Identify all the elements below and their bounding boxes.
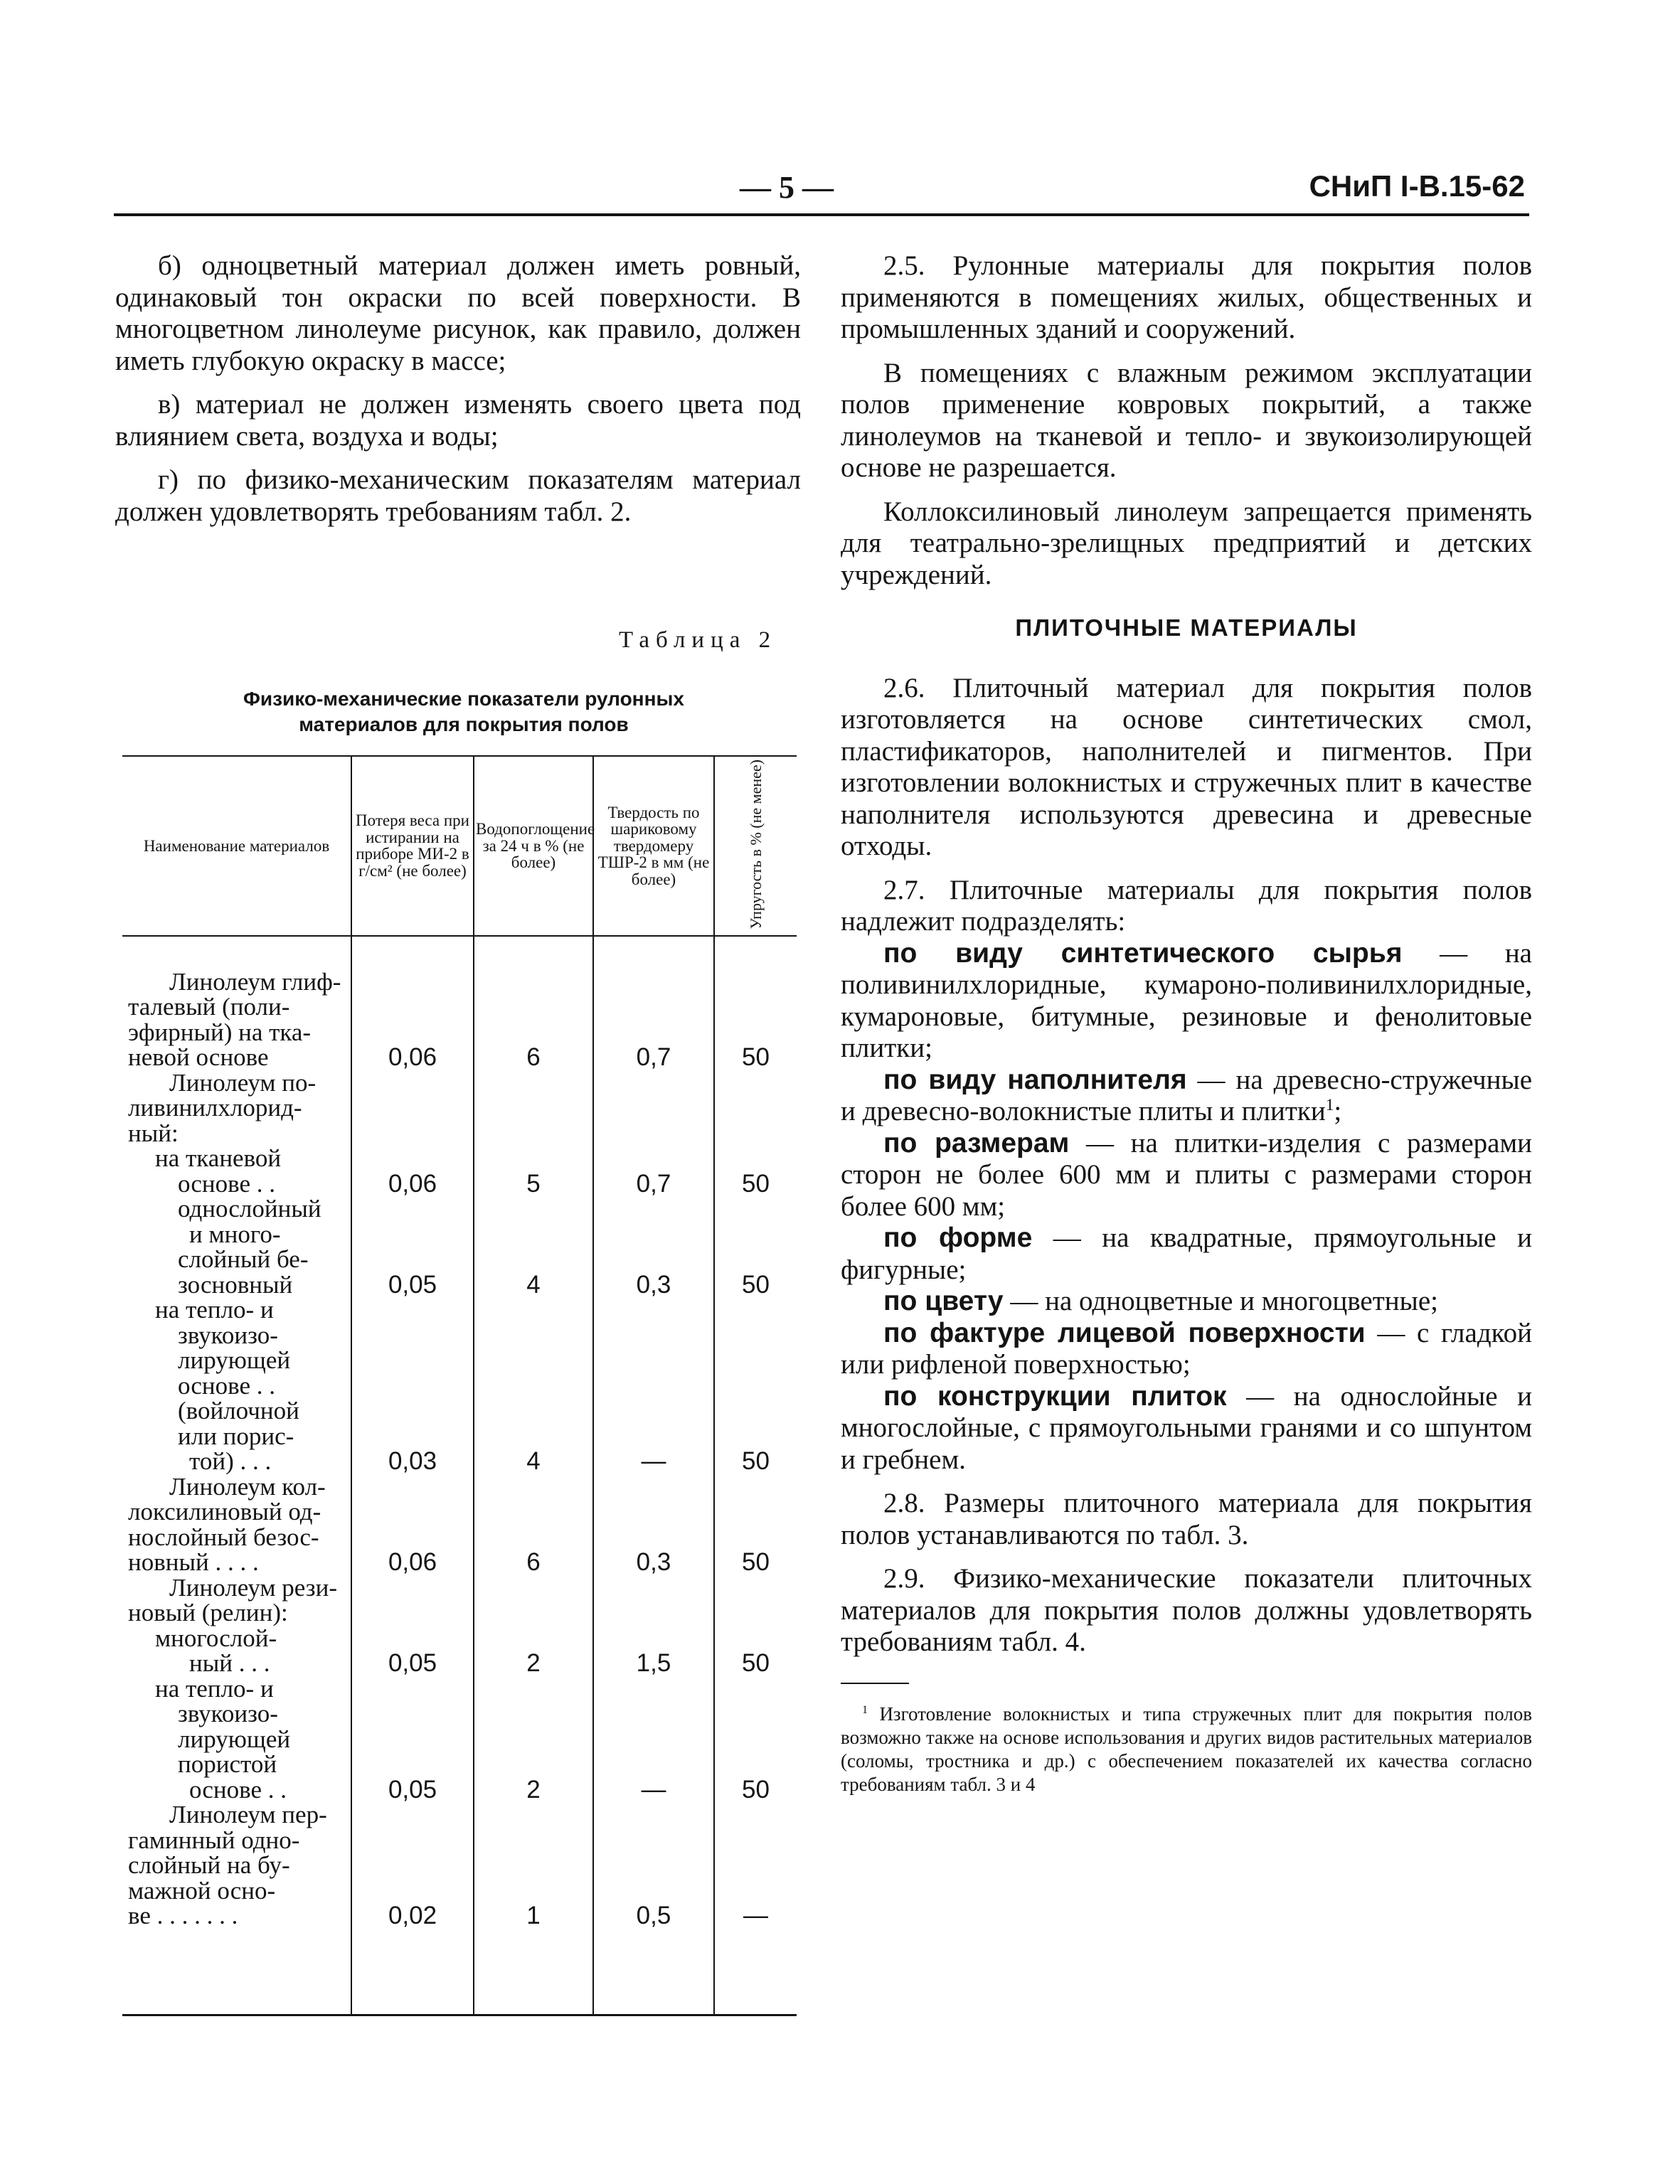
- table-cell-water: 5: [526, 1169, 541, 1198]
- classification-shape: по форме — на квадратные, прямоугольные и фигурные;: [841, 1222, 1532, 1285]
- table-cell-hardness: 0,7: [636, 1169, 671, 1198]
- material-name-line: локсилиновый од-: [128, 1498, 321, 1526]
- material-name-line: звукоизо-: [178, 1700, 278, 1728]
- material-name-line: основе . .: [178, 1169, 275, 1198]
- table-cell-water: 2: [526, 1775, 541, 1804]
- table-cell-hardness: 0,5: [636, 1902, 671, 1930]
- material-name-line: талевый (поли-: [128, 993, 290, 1021]
- header-elasticity: Упругость в % (не менее): [714, 756, 797, 936]
- material-name-line: слойный на бу-: [128, 1851, 290, 1880]
- classification-filler: по виду наполнителя — на древесно-стружечные и древесно-волокнистые плиты и плитки$^1$;: [841, 1064, 1532, 1126]
- table-cell-hardness: 0,3: [636, 1548, 671, 1577]
- paragraph-2-8: 2.8. Размеры плиточного материала для покрытия полов устанавливаются по табл. 3.: [841, 1488, 1532, 1550]
- material-name-line: ный:: [128, 1119, 179, 1147]
- hardness-column: [593, 936, 714, 2015]
- paragraph-v: в) материал не должен изменять своего цвета под влиянием света, воздуха и воды;: [115, 389, 801, 452]
- material-name-line: Линолеум рези-: [169, 1573, 337, 1602]
- classification-texture: по фактуре лицевой поверхности — с гладкой или рифленой поверхностью;: [841, 1317, 1532, 1380]
- page-number: — 5 —: [740, 170, 834, 205]
- material-name-line: мажной осно-: [128, 1876, 276, 1905]
- paragraph-2-5-colloxylin: Коллоксилиновый линолеум запрещается применять для театрально-зрелищных предприятий и детских учреждений.: [841, 496, 1532, 590]
- properties-table: [122, 755, 797, 2016]
- material-name-line: звукоизо-: [178, 1321, 278, 1349]
- table-cell-elasticity: 50: [742, 1169, 770, 1198]
- table-cell-elasticity: 50: [742, 1447, 770, 1476]
- table-cell-elasticity: 50: [742, 1548, 770, 1577]
- classification-color: по цвету — на одноцветные и многоцветные;: [883, 1286, 1438, 1316]
- paragraph-2-5: 2.5. Рулонные материалы для покрытия полов применяются в помещениях жилых, общественных и промышленных зданий и сооружений.: [841, 250, 1532, 344]
- paragraph-2-9: 2.9. Физико-механические показатели плиточных материалов для покрытия полов должны удовлетворять требованиям табл. 4.: [841, 1563, 1532, 1657]
- paragraph-2-6: 2.6. Плиточный материал для покрытия полов изготовляется на основе синтетических смол, пластификаторов, наполнителей и пигментов. При изготовлении волокнистых и стружечных плит в качестве наполнителя используются древесина и древесные отходы.: [841, 672, 1532, 861]
- material-name-line: Линолеум кол-: [169, 1472, 326, 1501]
- table-cell-water: 1: [526, 1902, 541, 1930]
- table-cell-loss: 0,05: [388, 1775, 437, 1804]
- material-name-line: новый (релин):: [128, 1599, 288, 1627]
- material-name-line: гаминный одно-: [128, 1826, 300, 1854]
- table-cell-loss: 0,06: [388, 1169, 437, 1198]
- material-name-line: (войлочной: [178, 1397, 299, 1425]
- header-rule: [114, 213, 1529, 216]
- footnote: $^1$ Изготовление волокнистых и типа стружечных плит для покрытия полов возможно также на основе использования и других видов растительных материалов (соломы, тростника и др.) с обеспечением показателей их качества согласно требованиям табл. 3 и 4: [841, 1703, 1532, 1795]
- material-name-line: новный . . . .: [128, 1548, 259, 1577]
- footnote-rule: [841, 1683, 909, 1684]
- material-name-line: зосновный: [178, 1270, 293, 1299]
- material-name-line: на тканевой: [155, 1144, 282, 1173]
- header-hardness: Твердость по шариковому твердомеру ТШР-2 в мм (не более): [593, 756, 714, 936]
- header-abrasion-loss: Потеря веса при истирании на приборе МИ-2 в г/см² (не более): [351, 756, 474, 936]
- header-water-absorption: Водопоглощение за 24 ч в % (не более): [474, 756, 593, 936]
- section-heading: ПЛИТОЧНЫЕ МАТЕРИАЛЫ: [1015, 614, 1358, 641]
- table-title: Физико-механические показатели рулонных материалов для покрытия полов: [243, 688, 684, 735]
- table-cell-loss: 0,06: [388, 1548, 437, 1577]
- footnote-ref: 1: [1325, 1096, 1334, 1114]
- paragraph-b: б) одноцветный материал должен иметь ровный, одинаковый тон окраски по всей поверхности. В многоцветном линолеуме рисунок, как правило, должен иметь глубокую окраску в массе;: [115, 250, 801, 376]
- left-column: [115, 250, 801, 528]
- material-name-line: или порис-: [178, 1422, 294, 1450]
- material-name-line: ливинилхлорид-: [128, 1094, 302, 1122]
- paragraph-2-5-humid: В помещениях с влажным режимом эксплуатации полов применение ковровых покрытий, а также линолеумов на тканевой и тепло- и звукоизолирующей основе не разрешается.: [841, 357, 1532, 483]
- header-name: Наименование материалов: [122, 756, 351, 936]
- table-cell-water: 4: [526, 1447, 541, 1476]
- table-caption: Таблица 2: [619, 627, 777, 653]
- table-cell-water: 2: [526, 1649, 541, 1678]
- paragraph-2-7: 2.7. Плиточные материалы для покрытия полов надлежит подразделять:: [841, 874, 1532, 937]
- table-cell-water: 6: [526, 1548, 541, 1577]
- table-cell-elasticity: 50: [742, 1043, 770, 1072]
- table-cell-water: 6: [526, 1043, 541, 1072]
- elasticity-column: [714, 936, 797, 2015]
- classification-construction: по конструкции плиток — на однослойные и многослойные, с прямоугольными гранями и со шпунтом и гребнем.: [841, 1380, 1532, 1475]
- material-name-line: основе . .: [178, 1371, 275, 1400]
- material-name-line: ный . . .: [189, 1649, 270, 1678]
- document-code: СНиП I-В.15-62: [1309, 169, 1525, 203]
- material-name-line: Линолеум глиф-: [169, 967, 341, 996]
- material-name-line: лирующей: [178, 1346, 291, 1375]
- material-name-line: той) . . .: [189, 1447, 272, 1476]
- table-cell-elasticity: 50: [742, 1270, 770, 1299]
- table-cell-elasticity: —: [743, 1902, 768, 1930]
- material-name-line: лирующей: [178, 1725, 291, 1753]
- table-cell-hardness: 1,5: [636, 1649, 671, 1678]
- right-column: [841, 250, 1532, 1796]
- abrasion-loss-column: [351, 936, 474, 2015]
- table-cell-loss: 0,05: [388, 1270, 437, 1299]
- material-name-line: пористой: [178, 1750, 277, 1779]
- material-name-line: Линолеум пер-: [169, 1801, 327, 1829]
- material-name-line: эфирный) на тка-: [128, 1018, 312, 1046]
- material-name-line: многослой-: [155, 1624, 277, 1652]
- table-cell-water: 4: [526, 1270, 541, 1299]
- table-cell-elasticity: 50: [742, 1649, 770, 1678]
- material-name-line: основе . .: [189, 1775, 287, 1804]
- table-cell-loss: 0,03: [388, 1447, 437, 1476]
- table-cell-loss: 0,05: [388, 1649, 437, 1678]
- material-name-line: слойный бе-: [178, 1245, 309, 1274]
- material-name-line: Линолеум по-: [169, 1068, 317, 1097]
- table-cell-elasticity: 50: [742, 1775, 770, 1804]
- material-name-line: на тепло- и: [155, 1296, 274, 1324]
- table-cell-hardness: —: [641, 1775, 666, 1804]
- table-cell-loss: 0,02: [388, 1902, 437, 1930]
- material-name-line: и много-: [189, 1220, 281, 1248]
- table-cell-hardness: 0,7: [636, 1043, 671, 1072]
- classification-size: по размерам — на плитки-изделия с размерами сторон не более 600 мм и плиты с размерами сторон более 600 мм;: [841, 1127, 1532, 1222]
- material-name-line: нослойный безос-: [128, 1523, 319, 1551]
- material-name-line: на тепло- и: [155, 1674, 274, 1703]
- material-names-cell: [122, 936, 351, 2015]
- classification-raw-material: по виду синтетического сырья — на поливинилхлоридные, кумароно-поливинилхлоридные, кумароновые, битумные, резиновые и фенолитовые плитки;: [841, 937, 1532, 1063]
- paragraph-g: г) по физико-механическим показателям материал должен удовлетворять требованиям табл. 2.: [115, 464, 801, 527]
- material-name-line: ве . . . . . . .: [128, 1902, 238, 1930]
- water-absorption-column: [474, 936, 593, 2015]
- material-name-line: однослойный: [178, 1195, 321, 1223]
- table-cell-hardness: 0,3: [636, 1270, 671, 1299]
- table-cell-loss: 0,06: [388, 1043, 437, 1072]
- table-cell-hardness: —: [641, 1447, 666, 1476]
- material-name-line: невой основе: [128, 1043, 269, 1072]
